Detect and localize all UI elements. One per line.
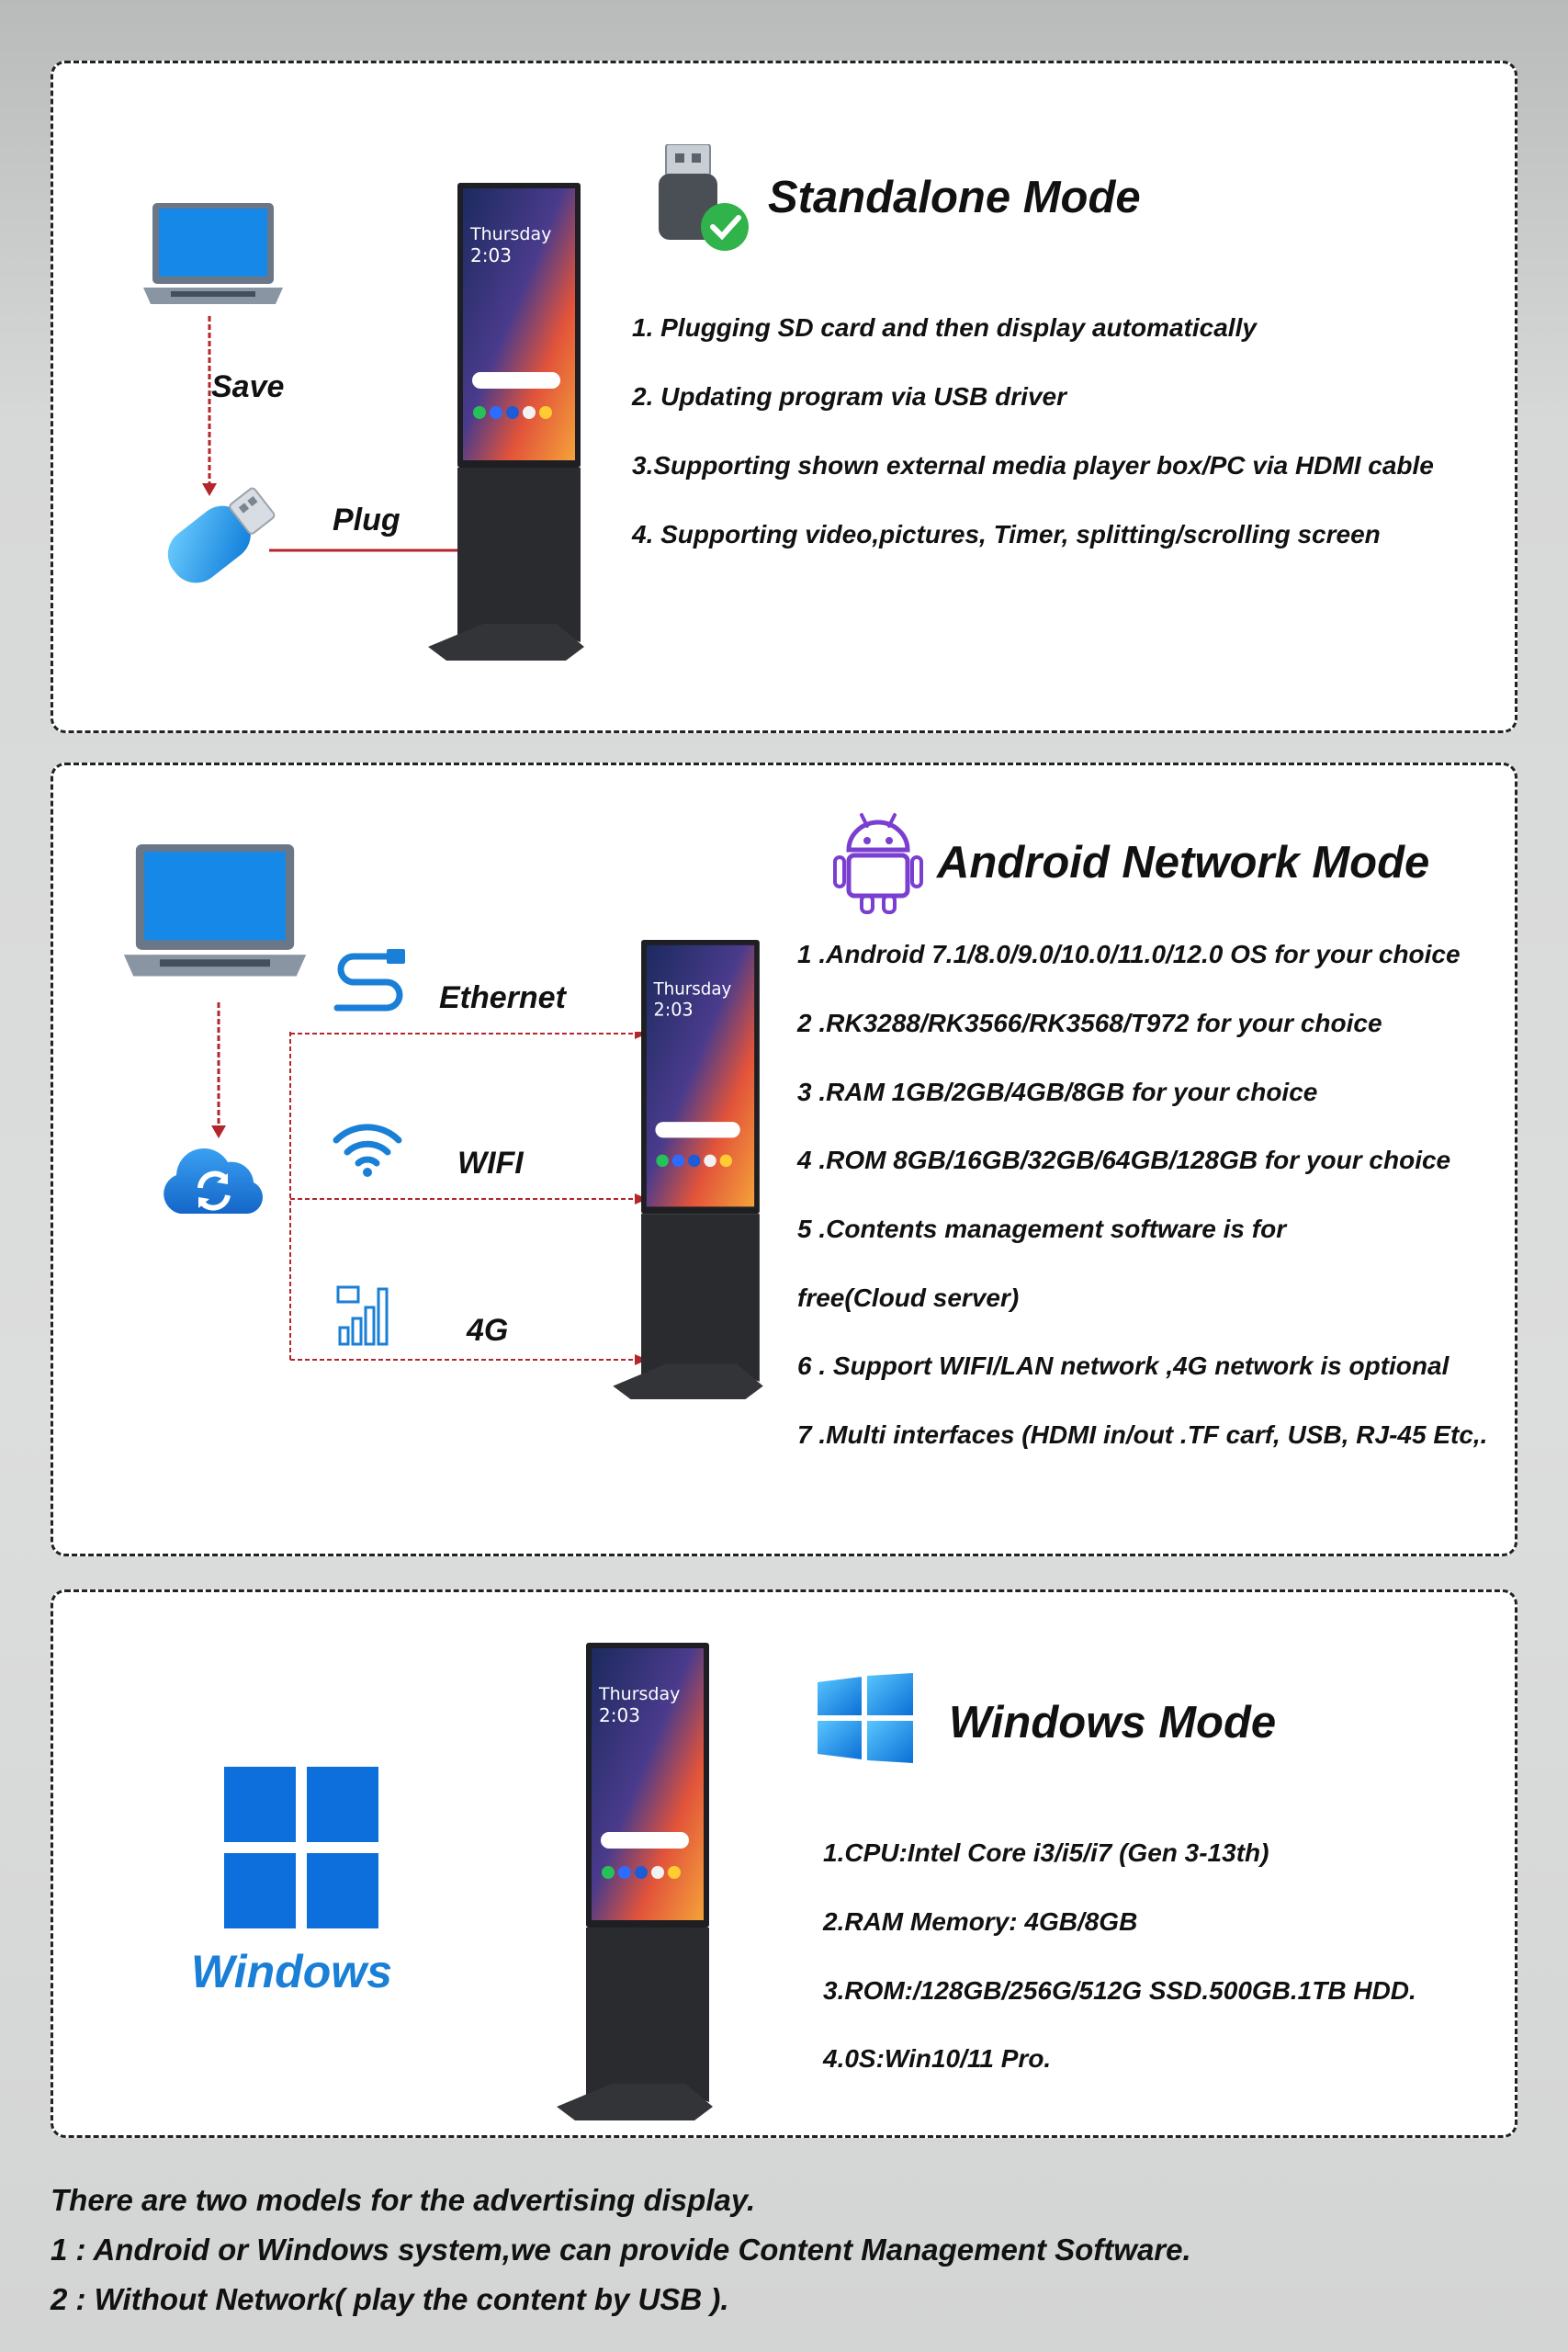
kiosk-time: 2:03 — [470, 244, 512, 266]
windows-feature-1: 1.CPU:Intel Core i3/i5/i7 (Gen 3-13th) — [823, 1838, 1269, 1867]
footer-line-1: There are two models for the advertising display. — [51, 2183, 756, 2217]
standalone-feature-2: 2. Updating program via USB driver — [632, 382, 1066, 411]
standalone-feature-1: 1. Plugging SD card and then display automatically — [632, 313, 1257, 342]
wifi-icon — [331, 1122, 404, 1177]
laptop-icon — [143, 203, 283, 311]
standalone-feature-4: 4. Supporting video,pictures, Timer, splitting/scrolling screen — [632, 520, 1381, 548]
windows-title: Windows Mode — [949, 1698, 1277, 1747]
android-feature-6: 6 . Support WIFI/LAN network ,4G network is optional — [797, 1351, 1450, 1380]
windows-feature-2: 2.RAM Memory: 4GB/8GB — [823, 1907, 1138, 1936]
4g-signal-icon — [336, 1285, 400, 1346]
android-feature-2: 2 .RK3288/RK3566/RK3568/T972 for your choice — [797, 1009, 1382, 1037]
plug-label: Plug — [333, 503, 400, 537]
kiosk-day: Thursday — [599, 1684, 681, 1704]
usb-drive-icon — [145, 479, 283, 607]
wifi-label: WIFI — [457, 1146, 524, 1181]
android-feature-4: 4 .ROM 8GB/16GB/32GB/64GB/128GB for your choice — [797, 1146, 1451, 1174]
android-feature-3: 3 .RAM 1GB/2GB/4GB/8GB for your choice — [797, 1078, 1318, 1106]
kiosk-display-image — [428, 183, 584, 661]
kiosk-time: 2:03 — [653, 999, 694, 1021]
standalone-feature-3: 3.Supporting shown external media player box/PC via HDMI cable — [632, 451, 1434, 480]
android-robot-icon — [832, 809, 924, 916]
android-feature-1: 1 .Android 7.1/8.0/9.0/10.0/11.0/12.0 OS for your choice — [797, 940, 1461, 968]
ethernet-label: Ethernet — [439, 980, 566, 1015]
down-arrow-icon — [200, 316, 219, 498]
kiosk-day: Thursday — [653, 979, 732, 1000]
down-arrow-icon — [209, 1002, 228, 1140]
cloud-sync-icon — [158, 1142, 268, 1217]
usb-check-icon — [655, 144, 756, 254]
android-feature-7: 7 .Multi interfaces (HDMI in/out .TF carf, USB, RJ-45 Etc,. — [797, 1420, 1488, 1449]
windows-feature-3: 3.ROM:/128GB/256G/512G SSD.500GB.1TB HDD. — [823, 1976, 1416, 2005]
windows-logo-icon — [224, 1767, 380, 1928]
android-title: Android Network Mode — [937, 838, 1430, 888]
footer-line-3: 2 : Without Network( play the content by USB ). — [51, 2282, 729, 2316]
windows-feature-4: 4.0S:Win10/11 Pro. — [823, 2044, 1052, 2073]
kiosk-display-image — [557, 1640, 713, 2123]
android-panel — [51, 763, 1517, 1556]
android-feature-5: 5 .Contents management software is for — [797, 1215, 1287, 1243]
kiosk-day: Thursday — [470, 224, 552, 244]
windows-logo-text: Windows — [191, 1946, 392, 1997]
windows-icon — [818, 1673, 913, 1763]
save-label: Save — [211, 369, 285, 404]
windows-panel — [51, 1589, 1517, 2138]
kiosk-display-image — [610, 940, 766, 1399]
ethernet-icon — [333, 947, 407, 1017]
standalone-title: Standalone Mode — [768, 173, 1141, 222]
kiosk-time: 2:03 — [599, 1704, 640, 1726]
laptop-icon — [123, 844, 307, 986]
standalone-panel — [51, 61, 1517, 733]
footer-line-2: 1 : Android or Windows system,we can provide Content Management Software. — [51, 2233, 1191, 2267]
4g-label: 4G — [467, 1313, 509, 1348]
android-feature-5-cont: free(Cloud server) — [797, 1283, 1020, 1312]
